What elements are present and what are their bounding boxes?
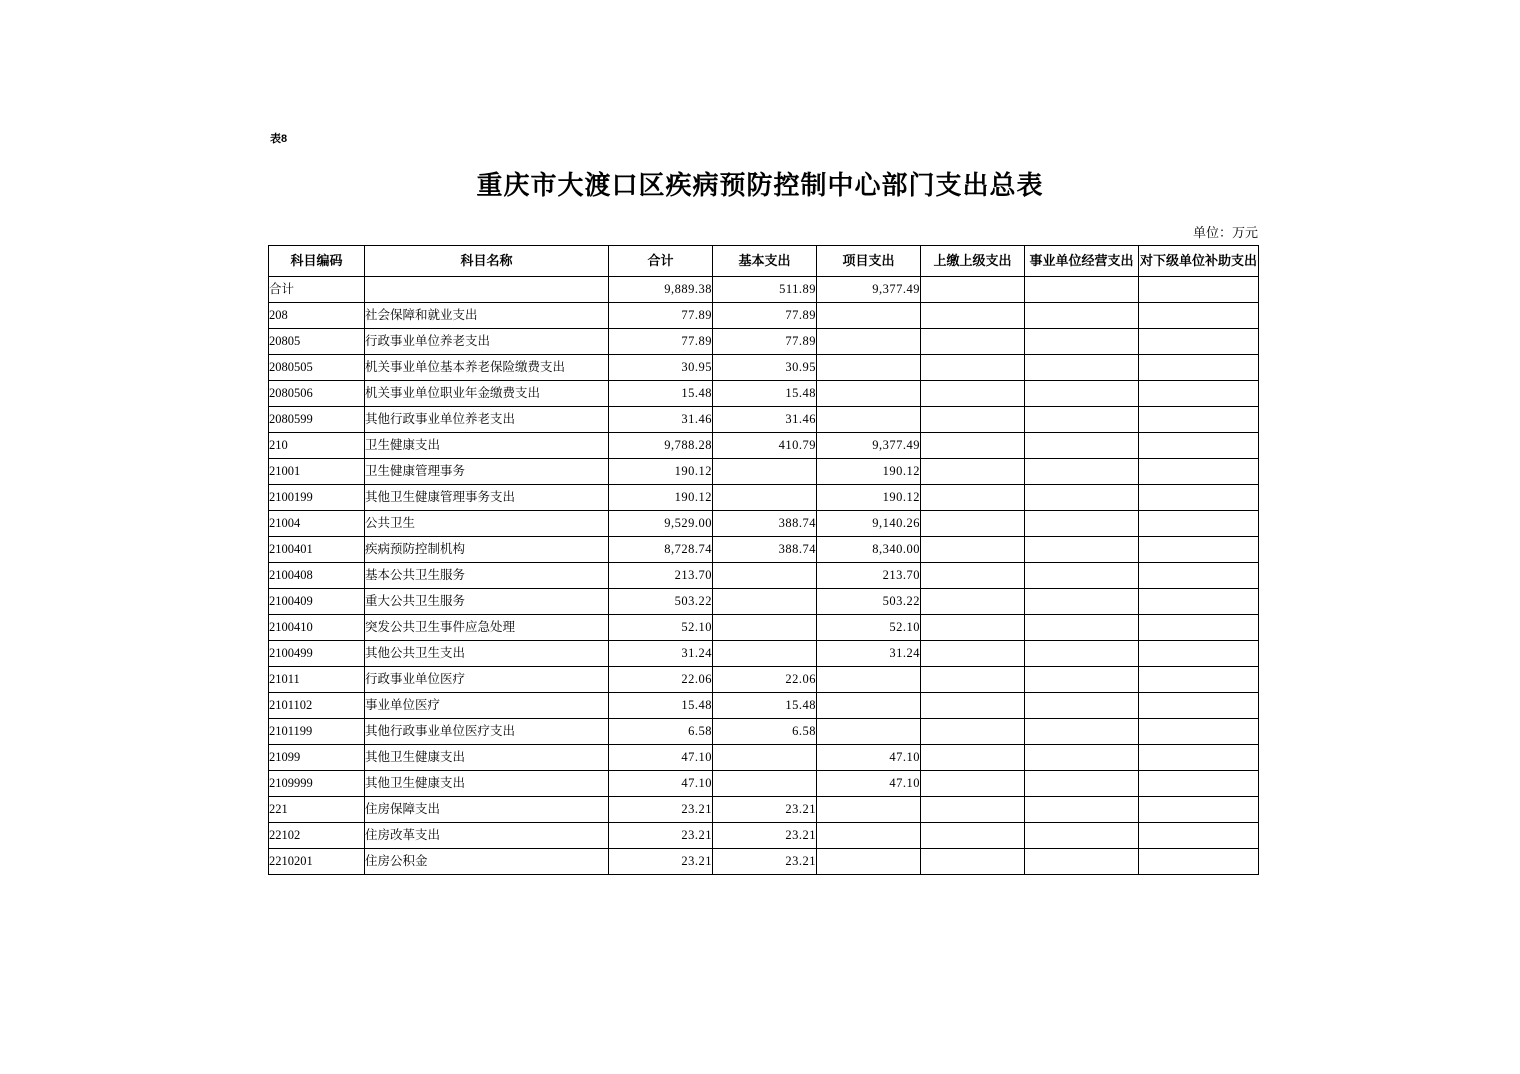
cell-name: 其他卫生健康支出	[365, 745, 609, 771]
cell-total: 22.06	[609, 667, 713, 693]
cell-name: 突发公共卫生事件应急处理	[365, 615, 609, 641]
cell-upper	[921, 277, 1025, 303]
cell-subsidy	[1139, 849, 1259, 875]
cell-subsidy	[1139, 797, 1259, 823]
cell-total: 77.89	[609, 329, 713, 355]
cell-project: 190.12	[817, 459, 921, 485]
cell-total: 31.24	[609, 641, 713, 667]
table-row	[269, 355, 1259, 381]
table-row	[269, 797, 1259, 823]
cell-total: 15.48	[609, 381, 713, 407]
cell-code: 21004	[269, 511, 365, 537]
col-header-subsidy: 对下级单位补助支出	[1139, 246, 1259, 277]
cell-business	[1025, 719, 1139, 745]
cell-name: 社会保障和就业支出	[365, 303, 609, 329]
cell-upper	[921, 563, 1025, 589]
table-row	[269, 849, 1259, 875]
cell-upper	[921, 355, 1025, 381]
table-body	[269, 277, 1259, 875]
cell-total: 213.70	[609, 563, 713, 589]
cell-total: 6.58	[609, 719, 713, 745]
cell-total: 47.10	[609, 771, 713, 797]
cell-business	[1025, 485, 1139, 511]
table-row	[269, 823, 1259, 849]
cell-name: 住房改革支出	[365, 823, 609, 849]
expenditure-table	[268, 245, 1259, 875]
cell-upper	[921, 641, 1025, 667]
cell-basic: 15.48	[713, 693, 817, 719]
cell-business	[1025, 563, 1139, 589]
cell-code: 22102	[269, 823, 365, 849]
cell-total: 52.10	[609, 615, 713, 641]
cell-upper	[921, 459, 1025, 485]
table-row	[269, 381, 1259, 407]
cell-name: 机关事业单位基本养老保险缴费支出	[365, 355, 609, 381]
cell-project	[817, 303, 921, 329]
cell-project	[817, 329, 921, 355]
col-header-business: 事业单位经营支出	[1025, 246, 1139, 277]
cell-code: 2100199	[269, 485, 365, 511]
cell-total: 190.12	[609, 459, 713, 485]
cell-name	[365, 277, 609, 303]
cell-project	[817, 693, 921, 719]
cell-total: 190.12	[609, 485, 713, 511]
cell-subsidy	[1139, 433, 1259, 459]
cell-basic: 77.89	[713, 329, 817, 355]
cell-total: 30.95	[609, 355, 713, 381]
cell-subsidy	[1139, 615, 1259, 641]
cell-name: 其他卫生健康支出	[365, 771, 609, 797]
cell-upper	[921, 381, 1025, 407]
cell-basic: 23.21	[713, 823, 817, 849]
cell-code: 2100499	[269, 641, 365, 667]
cell-business	[1025, 277, 1139, 303]
cell-code: 21099	[269, 745, 365, 771]
cell-code: 2109999	[269, 771, 365, 797]
cell-project: 213.70	[817, 563, 921, 589]
cell-upper	[921, 771, 1025, 797]
table-row	[269, 745, 1259, 771]
cell-total: 15.48	[609, 693, 713, 719]
cell-project	[817, 381, 921, 407]
cell-total: 503.22	[609, 589, 713, 615]
cell-name: 机关事业单位职业年金缴费支出	[365, 381, 609, 407]
cell-name: 住房公积金	[365, 849, 609, 875]
cell-upper	[921, 797, 1025, 823]
table-row	[269, 719, 1259, 745]
cell-name: 其他行政事业单位养老支出	[365, 407, 609, 433]
cell-name: 卫生健康支出	[365, 433, 609, 459]
cell-total: 23.21	[609, 849, 713, 875]
cell-project: 47.10	[817, 745, 921, 771]
cell-project: 31.24	[817, 641, 921, 667]
cell-total: 77.89	[609, 303, 713, 329]
table-row	[269, 771, 1259, 797]
cell-business	[1025, 303, 1139, 329]
cell-basic	[713, 615, 817, 641]
cell-business	[1025, 511, 1139, 537]
cell-subsidy	[1139, 303, 1259, 329]
cell-code: 2210201	[269, 849, 365, 875]
cell-code: 2101199	[269, 719, 365, 745]
cell-basic: 30.95	[713, 355, 817, 381]
cell-subsidy	[1139, 745, 1259, 771]
cell-project: 9,377.49	[817, 277, 921, 303]
cell-basic: 388.74	[713, 537, 817, 563]
cell-upper	[921, 407, 1025, 433]
cell-name: 其他公共卫生支出	[365, 641, 609, 667]
cell-code: 21011	[269, 667, 365, 693]
cell-basic	[713, 771, 817, 797]
cell-upper	[921, 745, 1025, 771]
table-row	[269, 485, 1259, 511]
table-row	[269, 615, 1259, 641]
cell-business	[1025, 381, 1139, 407]
cell-subsidy	[1139, 329, 1259, 355]
cell-name: 事业单位医疗	[365, 693, 609, 719]
cell-total: 23.21	[609, 823, 713, 849]
cell-basic: 388.74	[713, 511, 817, 537]
table-row	[269, 511, 1259, 537]
cell-business	[1025, 589, 1139, 615]
table-row	[269, 563, 1259, 589]
cell-upper	[921, 329, 1025, 355]
cell-code: 208	[269, 303, 365, 329]
cell-upper	[921, 693, 1025, 719]
cell-basic: 511.89	[713, 277, 817, 303]
cell-basic	[713, 563, 817, 589]
cell-name: 重大公共卫生服务	[365, 589, 609, 615]
cell-code: 2100408	[269, 563, 365, 589]
cell-code: 221	[269, 797, 365, 823]
cell-subsidy	[1139, 459, 1259, 485]
cell-total: 23.21	[609, 797, 713, 823]
cell-code: 2100401	[269, 537, 365, 563]
cell-project	[817, 823, 921, 849]
cell-project: 503.22	[817, 589, 921, 615]
cell-total: 9,889.38	[609, 277, 713, 303]
cell-upper	[921, 303, 1025, 329]
cell-code: 2101102	[269, 693, 365, 719]
table-row	[269, 277, 1259, 303]
cell-basic	[713, 459, 817, 485]
cell-code: 2100409	[269, 589, 365, 615]
cell-project	[817, 667, 921, 693]
cell-upper	[921, 667, 1025, 693]
cell-subsidy	[1139, 563, 1259, 589]
cell-name: 行政事业单位养老支出	[365, 329, 609, 355]
cell-subsidy	[1139, 667, 1259, 693]
cell-subsidy	[1139, 407, 1259, 433]
cell-subsidy	[1139, 537, 1259, 563]
cell-total: 9,529.00	[609, 511, 713, 537]
cell-business	[1025, 771, 1139, 797]
cell-project	[817, 797, 921, 823]
col-header-code: 科目编码	[269, 246, 365, 277]
table-row	[269, 537, 1259, 563]
cell-code: 2080506	[269, 381, 365, 407]
cell-name: 基本公共卫生服务	[365, 563, 609, 589]
cell-business	[1025, 433, 1139, 459]
cell-total: 47.10	[609, 745, 713, 771]
cell-project: 190.12	[817, 485, 921, 511]
cell-code: 2080505	[269, 355, 365, 381]
cell-business	[1025, 407, 1139, 433]
table-row	[269, 329, 1259, 355]
cell-business	[1025, 615, 1139, 641]
cell-upper	[921, 433, 1025, 459]
cell-name: 公共卫生	[365, 511, 609, 537]
cell-business	[1025, 823, 1139, 849]
cell-name: 其他卫生健康管理事务支出	[365, 485, 609, 511]
cell-basic: 410.79	[713, 433, 817, 459]
cell-upper	[921, 849, 1025, 875]
table-row	[269, 459, 1259, 485]
cell-project: 8,340.00	[817, 537, 921, 563]
cell-subsidy	[1139, 589, 1259, 615]
table-row	[269, 667, 1259, 693]
cell-code: 合计	[269, 277, 365, 303]
cell-code: 2080599	[269, 407, 365, 433]
cell-business	[1025, 667, 1139, 693]
cell-project	[817, 407, 921, 433]
cell-business	[1025, 329, 1139, 355]
cell-business	[1025, 745, 1139, 771]
cell-name: 行政事业单位医疗	[365, 667, 609, 693]
col-header-name: 科目名称	[365, 246, 609, 277]
cell-project: 9,377.49	[817, 433, 921, 459]
cell-upper	[921, 511, 1025, 537]
cell-project: 52.10	[817, 615, 921, 641]
cell-subsidy	[1139, 641, 1259, 667]
col-header-upper: 上缴上级支出	[921, 246, 1025, 277]
table-row	[269, 589, 1259, 615]
cell-basic	[713, 641, 817, 667]
cell-code: 2100410	[269, 615, 365, 641]
cell-business	[1025, 693, 1139, 719]
cell-basic	[713, 589, 817, 615]
table-row	[269, 433, 1259, 459]
cell-business	[1025, 641, 1139, 667]
cell-total: 8,728.74	[609, 537, 713, 563]
cell-name: 疾病预防控制机构	[365, 537, 609, 563]
cell-upper	[921, 823, 1025, 849]
col-header-project: 项目支出	[817, 246, 921, 277]
cell-subsidy	[1139, 511, 1259, 537]
cell-subsidy	[1139, 485, 1259, 511]
cell-subsidy	[1139, 693, 1259, 719]
cell-upper	[921, 589, 1025, 615]
cell-subsidy	[1139, 719, 1259, 745]
cell-subsidy	[1139, 771, 1259, 797]
table-row	[269, 641, 1259, 667]
cell-total: 9,788.28	[609, 433, 713, 459]
cell-business	[1025, 537, 1139, 563]
cell-business	[1025, 459, 1139, 485]
cell-name: 其他行政事业单位医疗支出	[365, 719, 609, 745]
table-row	[269, 693, 1259, 719]
cell-basic: 31.46	[713, 407, 817, 433]
cell-project	[817, 355, 921, 381]
unit-note: 单位：万元	[1192, 225, 1258, 240]
cell-basic	[713, 485, 817, 511]
col-header-total: 合计	[609, 246, 713, 277]
cell-basic: 15.48	[713, 381, 817, 407]
cell-upper	[921, 719, 1025, 745]
cell-basic: 22.06	[713, 667, 817, 693]
cell-basic: 23.21	[713, 849, 817, 875]
cell-code: 210	[269, 433, 365, 459]
sheet-tag: 表8	[270, 133, 288, 145]
cell-upper	[921, 485, 1025, 511]
cell-basic: 23.21	[713, 797, 817, 823]
cell-upper	[921, 615, 1025, 641]
cell-name: 卫生健康管理事务	[365, 459, 609, 485]
cell-name: 住房保障支出	[365, 797, 609, 823]
cell-upper	[921, 537, 1025, 563]
cell-project	[817, 849, 921, 875]
cell-basic: 6.58	[713, 719, 817, 745]
col-header-basic: 基本支出	[713, 246, 817, 277]
page-title: 重庆市大渡口区疾病预防控制中心部门支出总表	[476, 171, 1044, 200]
cell-business	[1025, 797, 1139, 823]
cell-code: 20805	[269, 329, 365, 355]
cell-code: 21001	[269, 459, 365, 485]
cell-project: 9,140.26	[817, 511, 921, 537]
table-row	[269, 407, 1259, 433]
cell-subsidy	[1139, 381, 1259, 407]
cell-business	[1025, 355, 1139, 381]
cell-subsidy	[1139, 355, 1259, 381]
cell-basic	[713, 745, 817, 771]
cell-subsidy	[1139, 277, 1259, 303]
table-row	[269, 303, 1259, 329]
cell-basic: 77.89	[713, 303, 817, 329]
cell-project	[817, 719, 921, 745]
cell-project: 47.10	[817, 771, 921, 797]
cell-total: 31.46	[609, 407, 713, 433]
cell-subsidy	[1139, 823, 1259, 849]
table-header-row	[269, 246, 1259, 277]
cell-business	[1025, 849, 1139, 875]
